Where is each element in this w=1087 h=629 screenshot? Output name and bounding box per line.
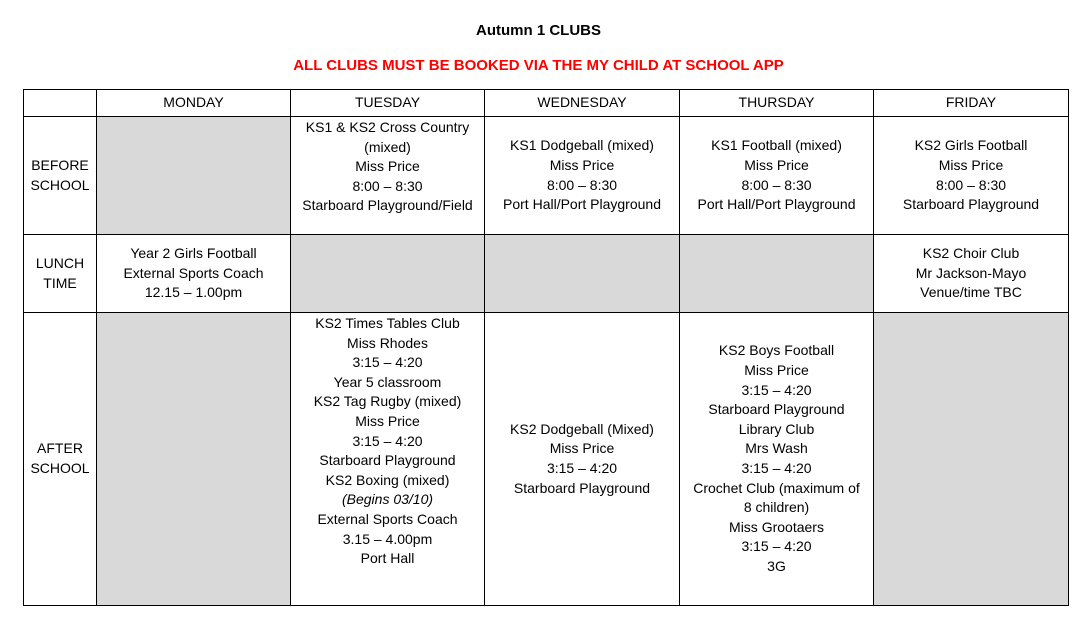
club-line: Crochet Club (maximum of: [693, 479, 860, 496]
club-line: Mrs Wash: [745, 440, 808, 457]
club-line: (mixed): [364, 138, 411, 155]
club-line: KS2 Times Tables Club: [315, 315, 460, 331]
club-line: Library Club: [738, 420, 815, 437]
club-entry: [291, 471, 484, 569]
cell-tuesday-before: [291, 117, 485, 235]
club-line: 3G: [767, 557, 786, 574]
club-line: Miss Price: [549, 440, 615, 457]
club-line: 12.15 – 1.00pm: [144, 284, 243, 301]
row-label-line: LUNCH: [35, 254, 85, 271]
club-line: 3:15 – 4:20: [546, 460, 618, 476]
row-label-line: SCHOOL: [30, 460, 90, 476]
clubs-timetable: [23, 89, 1069, 606]
club-line: Port Hall/Port Playground: [697, 196, 856, 213]
club-line: External Sports Coach: [123, 264, 264, 281]
club-line: Starboard Playground/Field: [302, 197, 473, 214]
club-line: Venue/time TBC: [920, 284, 1022, 301]
row-label-line: SCHOOL: [30, 176, 90, 193]
cell-monday-after-empty: [97, 313, 291, 606]
club-line: 8:00 – 8:30: [935, 176, 1007, 193]
club-line: KS1 Football (mixed): [711, 137, 842, 154]
club-line: Port Hall: [360, 550, 415, 567]
club-line: (Begins 03/10): [341, 491, 434, 508]
club-line: KS2 Boxing (mixed): [325, 471, 450, 488]
cell-friday-after-empty: [874, 313, 1069, 606]
club-line: Miss Price: [549, 156, 615, 173]
club-entry: [485, 136, 679, 214]
row-after-school: [24, 313, 1069, 606]
club-entry: [680, 479, 873, 577]
club-line: KS1 Dodgeball (mixed): [510, 137, 654, 154]
row-label-line: TIME: [43, 274, 77, 291]
club-line: External Sports Coach: [317, 510, 458, 527]
club-line: Port Hall/Port Playground: [503, 196, 661, 213]
cell-thursday-after: [680, 313, 874, 606]
row-label-line: BEFORE: [31, 156, 89, 173]
club-entry: [680, 420, 873, 479]
club-entry: [291, 392, 484, 470]
club-line: 8 children): [743, 499, 810, 516]
club-line: 3:15 – 4:20: [741, 538, 812, 555]
club-line: Miss Price: [355, 158, 420, 175]
cell-thursday-lunch-empty: [680, 235, 874, 313]
club-entry: [485, 420, 679, 498]
row-label-lunch-time: [24, 235, 97, 313]
club-entry: [97, 244, 290, 303]
club-line: KS2 Choir Club: [922, 245, 1020, 262]
cell-monday-before-empty: [97, 117, 291, 235]
header-row: [24, 90, 1069, 117]
cell-tuesday-after: [291, 313, 485, 606]
club-line: 3:15 – 4:20: [352, 432, 423, 449]
cell-wednesday-lunch-empty: [485, 235, 680, 313]
page-title: Autumn 1 CLUBS: [476, 22, 601, 39]
club-entry: [291, 314, 484, 392]
club-line: Starboard Playground: [708, 401, 845, 418]
club-line: 3:15 – 4:20: [741, 381, 812, 398]
club-line: Miss Grootaers: [729, 518, 824, 535]
club-entry: [680, 341, 873, 419]
cell-friday-lunch: [874, 235, 1069, 313]
club-line: KS2 Tag Rugby (mixed): [313, 393, 462, 410]
day-header-tuesday: TUESDAY: [291, 90, 485, 117]
club-line: Miss Price: [744, 362, 809, 379]
club-line: Starboard Playground: [319, 452, 456, 469]
club-line: Mr Jackson-Mayo: [915, 264, 1027, 281]
club-entry: [291, 118, 484, 216]
club-entry: [874, 136, 1068, 214]
row-label-before-school: [24, 117, 97, 235]
cell-tuesday-lunch-empty: [291, 235, 485, 313]
club-line: 8:00 – 8:30: [352, 177, 423, 194]
club-line: Miss Price: [744, 156, 809, 173]
booking-notice: ALL CLUBS MUST BE BOOKED VIA THE MY CHILD AT SCHOOL APP: [293, 57, 784, 74]
cell-thursday-before: [680, 117, 874, 235]
cell-friday-before: [874, 117, 1069, 235]
cell-monday-lunch: [97, 235, 291, 313]
day-header-friday: FRIDAY: [874, 90, 1069, 117]
club-line: Miss Price: [938, 156, 1004, 173]
club-line: KS2 Dodgeball (Mixed): [510, 420, 654, 437]
club-line: KS2 Girls Football: [914, 137, 1028, 154]
row-lunch-time: [24, 235, 1069, 313]
cell-wednesday-after: [485, 313, 680, 606]
row-before-school: [24, 117, 1069, 235]
row-label-after-school: [24, 313, 97, 606]
club-line: Miss Rhodes: [347, 334, 428, 351]
club-entry: [874, 244, 1068, 303]
club-entry: [680, 136, 873, 214]
corner-cell: [24, 90, 97, 117]
day-header-wednesday: WEDNESDAY: [485, 90, 680, 117]
day-header-thursday: THURSDAY: [680, 90, 874, 117]
club-line: Year 2 Girls Football: [130, 245, 257, 262]
club-line: 8:00 – 8:30: [741, 176, 812, 193]
club-line: Starboard Playground: [902, 196, 1040, 213]
row-label-line: AFTER: [37, 440, 83, 457]
club-line: 3:15 – 4:20: [741, 460, 812, 476]
club-line: KS1 & KS2 Cross Country: [305, 119, 470, 135]
club-line: 3:15 – 4:20: [352, 354, 423, 371]
club-line: 8:00 – 8:30: [546, 176, 618, 193]
cell-wednesday-before: [485, 117, 680, 235]
club-line: Starboard Playground: [513, 479, 651, 496]
club-line: 3.15 – 4.00pm: [342, 530, 433, 547]
club-line: KS2 Boys Football: [718, 342, 835, 359]
day-header-monday: MONDAY: [97, 90, 291, 117]
club-line: Miss Price: [355, 412, 420, 429]
club-line: Year 5 classroom: [333, 373, 442, 390]
